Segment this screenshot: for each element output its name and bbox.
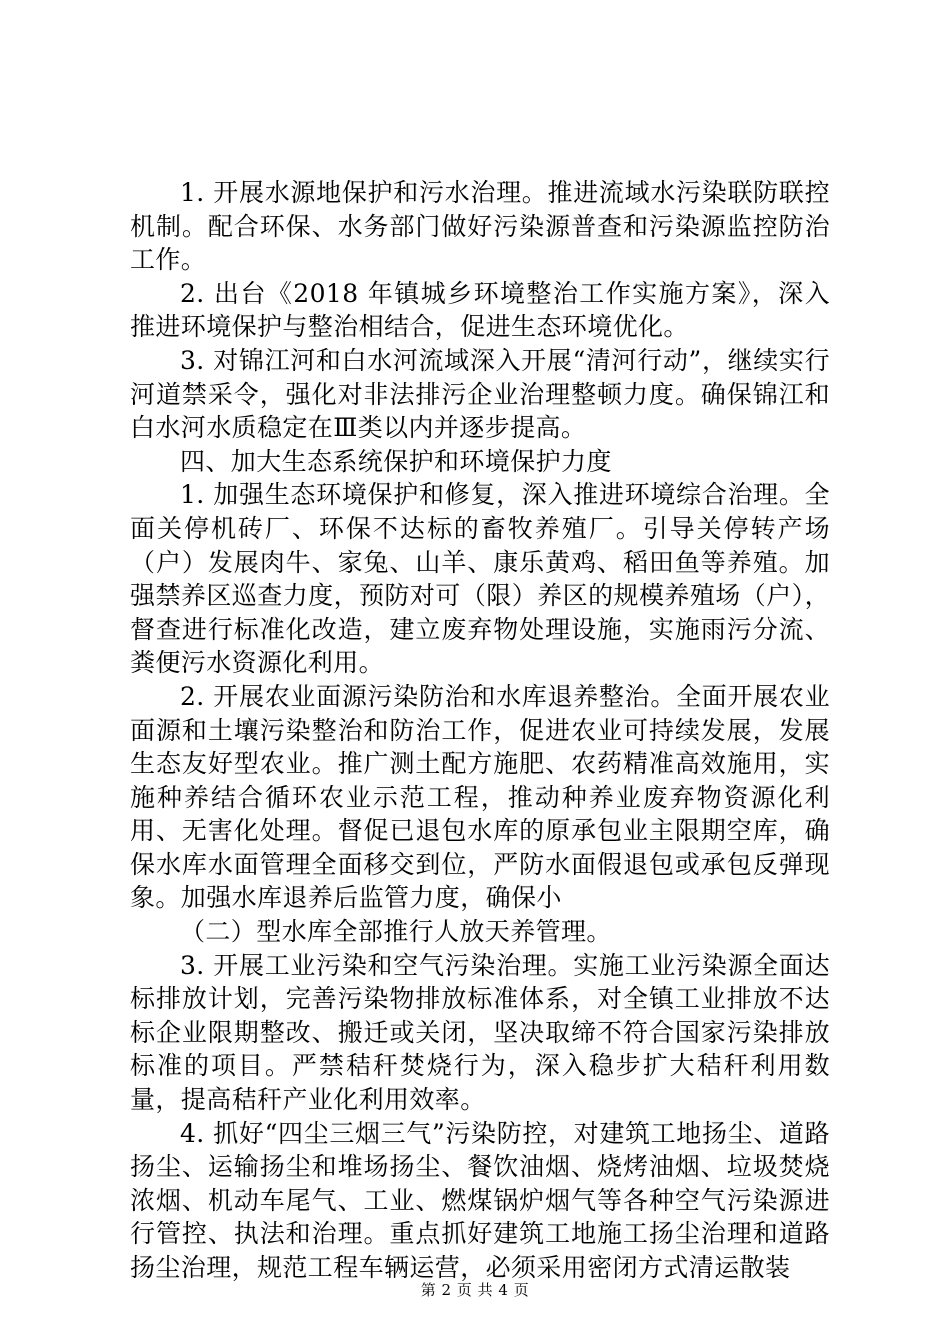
section-heading-ecosystem: 四、加大生态系统保护和环境保护力度	[180, 446, 612, 476]
paragraph-river-action: 3. 对锦江河和白水河流域深入开展“清河行动”，继续实行河道禁采令，强化对非法排污企业治理整顿力度。确保锦江和白水河水质稳定在Ⅲ类以内并逐步提高。	[130, 345, 830, 443]
paragraph-agricultural-pollution: 2. 开展农业面源污染防治和水库退养整治。全面开展农业面源和土壤污染整治和防治工作，促进农业可持续发展，发展生态友好型农业。推广测土配方施肥、农药精准高效施用，实施种养结合循环农业示范工程，推动种养业废弃物资源化利用、无害化处理。督促已退包水库的原承包业主限期空库，确保水库水面管理全面移交到位，严防水面假退包或承包反弹现象。加强水库退养后监管力度，确保小	[130, 681, 830, 913]
paragraph-reservoir-management: （二）型水库全部推行人放天养管理。	[180, 917, 612, 947]
paragraph-air-pollution: 4. 抓好“四尘三烟三气”污染防控，对建筑工地扬尘、道路扬尘、运输扬尘和堆场扬尘、餐饮油烟、烧烤油烟、垃圾焚烧浓烟、机动车尾气、工业、燃煤锅炉烟气等各种空气污染源进行管控、执法和治理。重点抓好建筑工地施工扬尘治理和道路扬尘治理，规范工程车辆运营，必须采用密闭方式清运散装	[130, 1118, 830, 1282]
document-body	[130, 176, 830, 1285]
paragraph-industrial-pollution: 3. 开展工业污染和空气污染治理。实施工业污染源全面达标排放计划，完善污染物排放标准体系，对全镇工业排放不达标企业限期整改、搬迁或关闭，坚决取缔不符合国家污染排放标准的项目。严禁秸秆焚烧行为，深入稳步扩大秸秆利用数量，提高秸秆产业化利用效率。	[130, 950, 830, 1115]
paragraph-ecological-protection: 1. 加强生态环境保护和修复，深入推进环境综合治理。全面关停机砖厂、环保不达标的畜牧养殖厂。引导关停转产场（户）发展肉牛、家兔、山羊、康乐黄鸡、稻田鱼等养殖。加强禁养区巡查力度，预防对可（限）养区的规模养殖场（户），督查进行标准化改造，建立废弃物处理设施，实施雨污分流、粪便污水资源化利用。	[130, 480, 830, 678]
paragraph-environment-plan: 2. 出台《2018 年镇城乡环境整治工作实施方案》，深入推进环境保护与整治相结合，促进生态环境优化。	[130, 278, 830, 342]
page-number-footer: 第 2 页 共 4 页	[420, 1281, 530, 1299]
paragraph-water-source: 1. 开展水源地保护和污水治理。推进流域水污染联防联控机制。配合环保、水务部门做好污染源普查和污染源监控防治工作。	[130, 178, 830, 275]
